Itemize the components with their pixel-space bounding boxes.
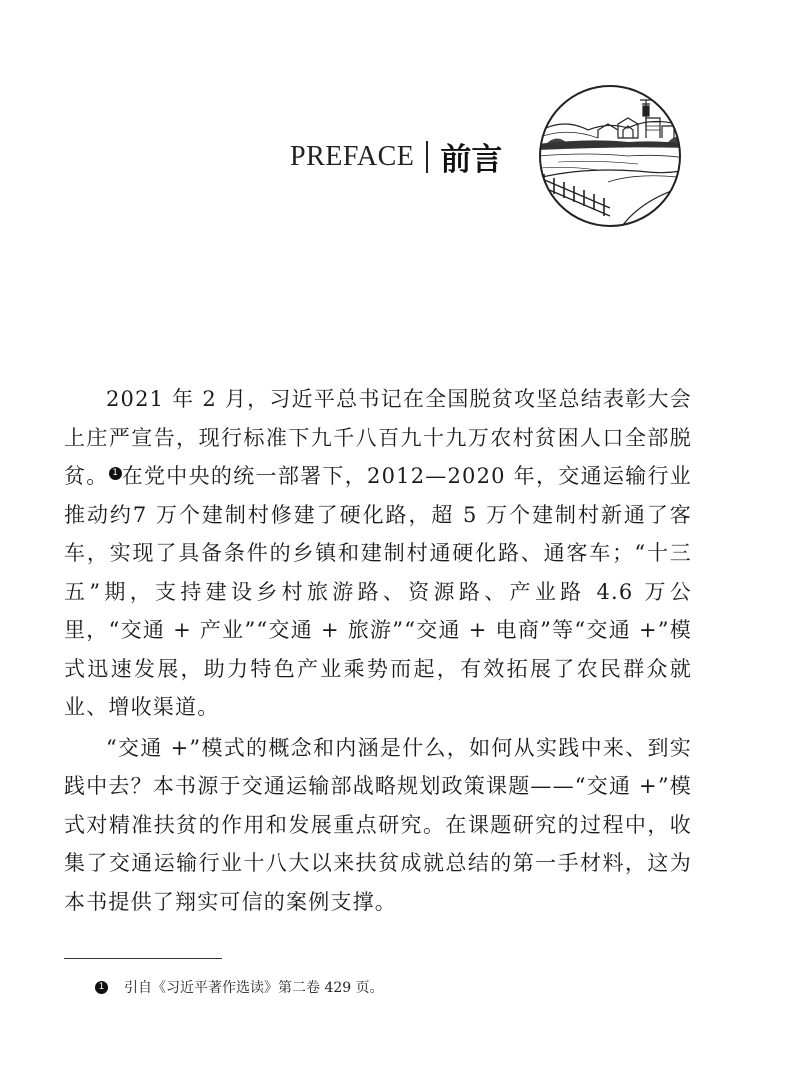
- footnote: [95, 977, 384, 997]
- footnote-divider: [64, 958, 222, 959]
- village-landscape-icon: [528, 82, 688, 232]
- page-header: [290, 134, 502, 179]
- paragraph-1-part-a: 2021 年 2 月，习近平总书记在全国脱贫攻坚总结表彰大会上庄严宣告，现行标准下九千八百九十九万农村贫困人口全部脱贫。: [64, 387, 692, 488]
- paragraph-2: “交通 +”模式的概念和内涵是什么，如何从实践中来、到实践中去？本书源于交通运输部战略规划政策课题——“交通 +”模式对精准扶贫的作用和发展重点研究。在课题研究的过程中，收集了交通运输行业十八大以来扶贫成就总结的第一手材料，这为本书提供了翔实可信的案例支撑。: [64, 735, 692, 914]
- footnote-number: 1: [95, 981, 108, 994]
- header-divider: [426, 141, 428, 173]
- paragraph-1-part-b: 在党中央的统一部署下，2012—2020 年，交通运输行业推动约7 万个建制村修建了硬化路，超 5 万个建制村新通了客车，实现了具备条件的乡镇和建制村通硬化路、通客车；“十三五”期，支持建设乡村旅游路、资源路、产业路 4.6 万公里，“交通 + 产业”“交通 + 旅游”“交通 + 电商”等“交通 +”模式迅速发展，助力特色产业乘势而起，有效拓展了农民群众就业、增收渠道。: [64, 464, 692, 719]
- header-title-cn: 前言: [440, 142, 503, 178]
- header-title-en: PREFACE: [290, 140, 415, 172]
- paragraph-1: [64, 380, 692, 727]
- preface-body: [64, 380, 692, 921]
- footnote-marker[interactable]: 1: [109, 467, 122, 480]
- footnote-text: 引自《习近平著作选读》第二卷 429 页。: [124, 980, 384, 996]
